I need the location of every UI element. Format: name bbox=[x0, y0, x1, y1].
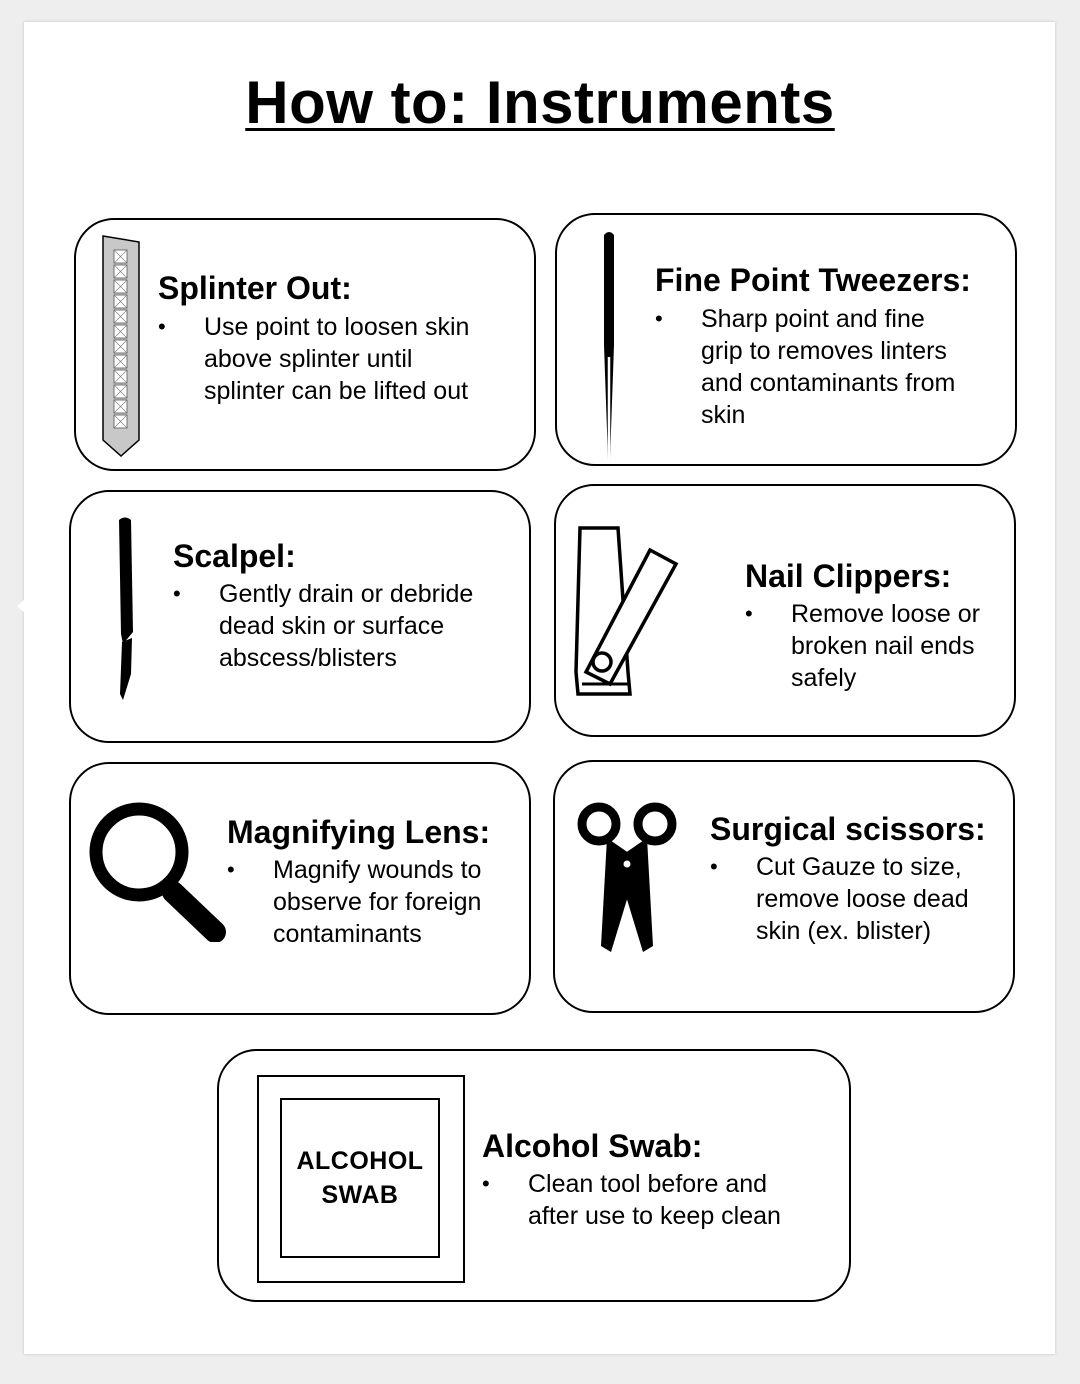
bullet-line: Magnify wounds to bbox=[273, 856, 482, 884]
card-alcohol-swab bbox=[217, 1049, 851, 1302]
bullet-line: broken nail ends bbox=[791, 632, 975, 660]
scissors-icon bbox=[577, 800, 679, 954]
bullet-line: splinter can be lifted out bbox=[204, 377, 469, 405]
card-surgical-scissors bbox=[553, 760, 1015, 1013]
bullet-dot: • bbox=[745, 601, 753, 626]
bullet-line: Clean tool before and bbox=[528, 1170, 768, 1198]
bullet-line: after use to keep clean bbox=[528, 1202, 781, 1230]
nail-clippers-icon bbox=[572, 522, 682, 704]
tweezers-icon bbox=[593, 227, 625, 463]
card-splinter-out bbox=[74, 218, 536, 471]
card-fine-point-tweezers bbox=[555, 213, 1017, 466]
card-title: Alcohol Swab: bbox=[482, 1128, 703, 1164]
bullet-line: and contaminants from bbox=[701, 369, 956, 397]
bullet-line: Sharp point and fine bbox=[701, 305, 925, 333]
card-nail-clippers bbox=[554, 484, 1016, 737]
card-magnifying-lens bbox=[69, 762, 531, 1015]
bullet-line: remove loose dead bbox=[756, 885, 969, 913]
scalpel-icon bbox=[111, 514, 141, 704]
bullet-dot: • bbox=[655, 306, 663, 331]
card-title: Nail Clippers: bbox=[745, 558, 952, 594]
page-title: How to: Instruments bbox=[245, 69, 835, 136]
card-title: Surgical scissors: bbox=[710, 811, 986, 847]
bullet-dot: • bbox=[482, 1171, 490, 1196]
bullet-line: observe for foreign bbox=[273, 888, 482, 916]
page-edge-marker bbox=[17, 599, 25, 613]
card-title: Splinter Out: bbox=[158, 270, 352, 306]
alcohol-swab-label bbox=[280, 1098, 440, 1258]
bullet-line: Remove loose or bbox=[791, 600, 980, 628]
bullet-line: abscess/blisters bbox=[219, 644, 397, 672]
bullet-line: above splinter until bbox=[204, 345, 413, 373]
bullet-line: skin bbox=[701, 401, 746, 429]
card-scalpel bbox=[69, 490, 531, 743]
swab-label-line: SWAB bbox=[321, 1181, 399, 1209]
bullet-dot: • bbox=[227, 857, 235, 882]
magnifying-glass-icon bbox=[87, 800, 229, 942]
alcohol-swab-icon bbox=[257, 1075, 465, 1283]
splinter-tool-icon bbox=[100, 232, 142, 460]
bullet-dot: • bbox=[158, 314, 166, 339]
bullet-line: dead skin or surface bbox=[219, 612, 445, 640]
bullet-line: grip to removes linters bbox=[701, 337, 947, 365]
bullet-line: Cut Gauze to size, bbox=[756, 853, 962, 881]
bullet-line: safely bbox=[791, 664, 857, 692]
bullet-line: Gently drain or debride bbox=[219, 580, 474, 608]
swab-label-line: ALCOHOL bbox=[296, 1147, 424, 1175]
card-title: Scalpel: bbox=[173, 538, 296, 574]
bullet-dot: • bbox=[173, 581, 181, 606]
bullet-line: skin (ex. blister) bbox=[756, 917, 932, 945]
bullet-line: Use point to loosen skin bbox=[204, 313, 470, 341]
card-title: Fine Point Tweezers: bbox=[655, 262, 971, 298]
card-title: Magnifying Lens: bbox=[227, 814, 491, 850]
bullet-line: contaminants bbox=[273, 920, 422, 948]
bullet-dot: • bbox=[710, 854, 718, 879]
